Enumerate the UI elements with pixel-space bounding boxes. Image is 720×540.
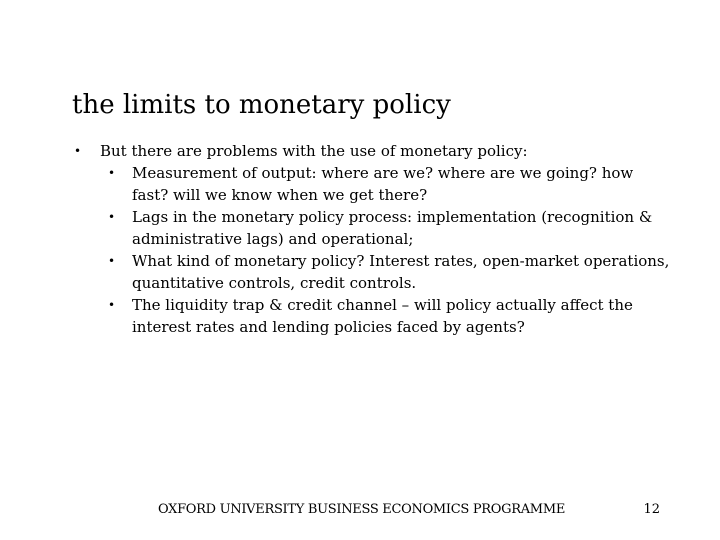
sub-bullet-item — [72, 162, 672, 206]
bullet-icon: • — [108, 254, 116, 268]
bullet-icon: • — [74, 144, 82, 158]
bullet-text: Lags in the monetary policy process: implementation (recognition & administrative lags) and operational; — [132, 208, 653, 248]
slide-title: the limits to monetary policy — [72, 90, 451, 120]
bullet-text: Measurement of output: where are we? where are we going? how fast? will we know when we get there? — [132, 164, 634, 204]
bullet-item — [72, 140, 672, 162]
page-number: 12 — [643, 502, 660, 517]
sub-bullet-item — [72, 206, 672, 250]
bullet-icon: • — [108, 298, 116, 312]
sub-bullet-item — [72, 250, 672, 294]
bullet-list — [72, 140, 672, 338]
bullet-text: But there are problems with the use of monetary policy: — [100, 142, 528, 160]
bullet-icon: • — [108, 166, 116, 180]
footer-text: OXFORD UNIVERSITY BUSINESS ECONOMICS PROGRAMME — [158, 502, 566, 517]
sub-bullet-item — [72, 294, 672, 338]
bullet-text: The liquidity trap & credit channel – will policy actually affect the interest rates and lending policies faced by agents? — [132, 296, 633, 336]
bullet-icon: • — [108, 210, 116, 224]
bullet-text: What kind of monetary policy? Interest rates, open-market operations, quantitative controls, credit controls. — [132, 252, 670, 292]
